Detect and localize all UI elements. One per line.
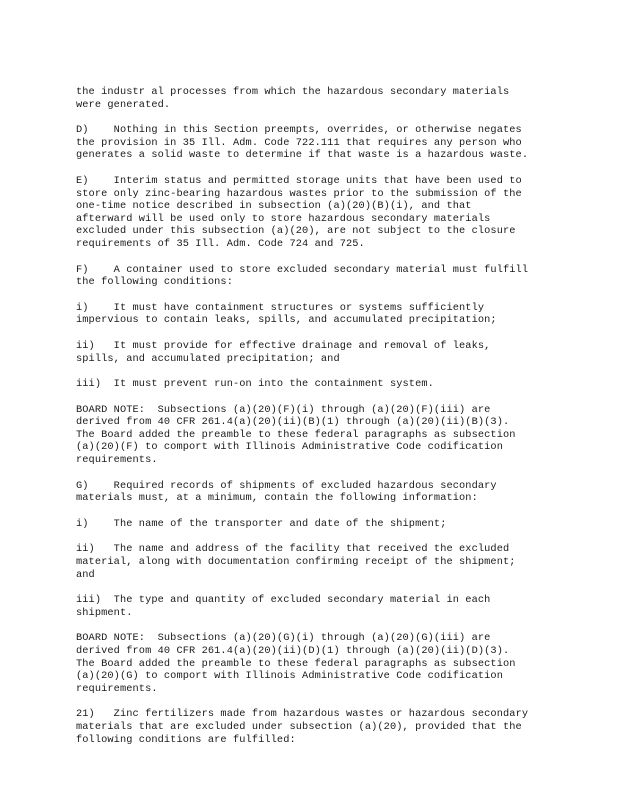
paragraph-para-G-i bbox=[76, 518, 546, 531]
text-line: 21) Zinc fertilizers made from hazardous wastes or hazardous secondary bbox=[76, 708, 529, 721]
text-line: materials that are excluded under subsection (a)(20), provided that the bbox=[76, 720, 522, 733]
paragraph-intro-continued bbox=[76, 86, 546, 111]
text-line: iii) The type and quantity of excluded secondary material in each bbox=[76, 594, 491, 607]
text-line: the following conditions: bbox=[76, 276, 233, 289]
text-line: D) Nothing in this Section preempts, overrides, or otherwise negates bbox=[76, 124, 522, 137]
paragraph-board-note-2 bbox=[76, 632, 546, 695]
text-line: The Board added the preamble to these federal paragraphs as subsection bbox=[76, 428, 516, 441]
paragraph-para-G bbox=[76, 480, 546, 505]
text-line: ii) The name and address of the facility that received the excluded bbox=[76, 543, 510, 556]
text-line: derived from 40 CFR 261.4(a)(20)(ii)(B)(1) through (a)(20)(ii)(B)(3). bbox=[76, 416, 510, 429]
text-line: i) The name of the transporter and date of the shipment; bbox=[76, 517, 447, 530]
text-line: The Board added the preamble to these federal paragraphs as subsection bbox=[76, 657, 516, 670]
text-line: BOARD NOTE: Subsections (a)(20)(F)(i) through (a)(20)(F)(iii) are bbox=[76, 403, 491, 416]
text-line: were generated. bbox=[76, 98, 171, 111]
text-line: (a)(20)(F) to comport with Illinois Administrative Code codification bbox=[76, 441, 503, 454]
paragraph-para-F-iii bbox=[76, 378, 546, 391]
text-line: excluded under this subsection (a)(20), are not subject to the closure bbox=[76, 225, 516, 238]
text-line: store only zinc-bearing hazardous wastes prior to the submission of the bbox=[76, 187, 522, 200]
document-body bbox=[76, 86, 546, 759]
text-line: generates a solid waste to determine if that waste is a hazardous waste. bbox=[76, 149, 529, 162]
paragraph-para-G-iii bbox=[76, 594, 546, 619]
text-line: (a)(20)(G) to comport with Illinois Administrative Code codification bbox=[76, 670, 503, 683]
paragraph-para-F bbox=[76, 264, 546, 289]
text-line: and bbox=[76, 568, 95, 581]
paragraph-board-note-1 bbox=[76, 404, 546, 467]
text-line: BOARD NOTE: Subsections (a)(20)(G)(i) through (a)(20)(G)(iii) are bbox=[76, 632, 491, 645]
paragraph-para-D bbox=[76, 124, 546, 162]
paragraph-para-F-i bbox=[76, 302, 546, 327]
text-line: shipment. bbox=[76, 606, 133, 619]
text-line: the provision in 35 Ill. Adm. Code 722.111 that requires any person who bbox=[76, 136, 522, 149]
text-line: impervious to contain leaks, spills, and accumulated precipitation; bbox=[76, 314, 497, 327]
text-line: requirements. bbox=[76, 682, 158, 695]
text-line: ii) It must provide for effective drainage and removal of leaks, bbox=[76, 339, 491, 352]
paragraph-para-G-ii bbox=[76, 543, 546, 581]
text-line: following conditions are fulfilled: bbox=[76, 733, 296, 746]
text-line: materials must, at a minimum, contain the following information: bbox=[76, 492, 478, 505]
text-line: material, along with documentation confirming receipt of the shipment; bbox=[76, 556, 516, 569]
text-line: one-time notice described in subsection (a)(20)(B)(i), and that bbox=[76, 200, 472, 213]
text-line: afterward will be used only to store hazardous secondary materials bbox=[76, 212, 491, 225]
text-line: i) It must have containment structures or systems sufficiently bbox=[76, 301, 485, 314]
paragraph-para-F-ii bbox=[76, 340, 546, 365]
text-line: iii) It must prevent run-on into the containment system. bbox=[76, 378, 434, 391]
text-line: spills, and accumulated precipitation; and bbox=[76, 352, 340, 365]
text-line: requirements. bbox=[76, 454, 158, 467]
text-line: E) Interim status and permitted storage units that have been used to bbox=[76, 174, 522, 187]
paragraph-para-21 bbox=[76, 708, 546, 746]
text-line: F) A container used to store excluded secondary material must fulfill bbox=[76, 263, 529, 276]
text-line: the industr al processes from which the hazardous secondary materials bbox=[76, 86, 510, 98]
paragraph-para-E bbox=[76, 175, 546, 251]
text-line: G) Required records of shipments of excluded hazardous secondary bbox=[76, 479, 497, 492]
text-line: requirements of 35 Ill. Adm. Code 724 and 725. bbox=[76, 237, 365, 250]
text-line: derived from 40 CFR 261.4(a)(20)(ii)(D)(1) through (a)(20)(ii)(D)(3). bbox=[76, 645, 510, 657]
